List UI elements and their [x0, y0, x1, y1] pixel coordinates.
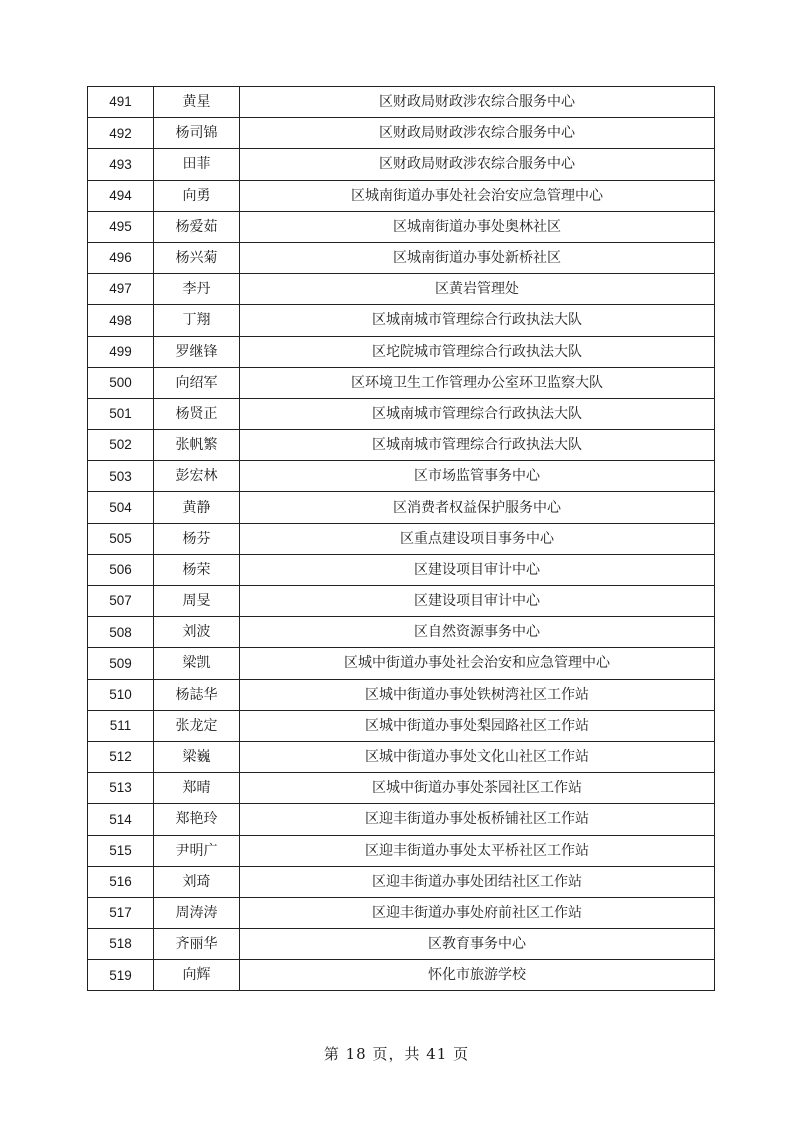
- name-cell: 向勇: [154, 180, 240, 211]
- unit-cell: 区坨院城市管理综合行政执法大队: [240, 336, 715, 367]
- name-cell: 齐丽华: [154, 929, 240, 960]
- unit-cell: 区黄岩管理处: [240, 274, 715, 305]
- unit-cell: 怀化市旅游学校: [240, 960, 715, 991]
- unit-cell: 区环境卫生工作管理办公室环卫监察大队: [240, 367, 715, 398]
- name-cell: 梁凯: [154, 648, 240, 679]
- name-cell: 杨爱茹: [154, 211, 240, 242]
- row-number-cell: 497: [88, 274, 154, 305]
- table-row: [88, 648, 715, 679]
- row-number-cell: 492: [88, 118, 154, 149]
- row-number-cell: 503: [88, 461, 154, 492]
- unit-cell: 区城中街道办事处茶园社区工作站: [240, 773, 715, 804]
- unit-cell: 区城南街道办事处社会治安应急管理中心: [240, 180, 715, 211]
- name-cell: 田菲: [154, 149, 240, 180]
- table-body: [88, 87, 715, 991]
- unit-cell: 区重点建设项目事务中心: [240, 523, 715, 554]
- unit-cell: 区城南城市管理综合行政执法大队: [240, 398, 715, 429]
- table-row: [88, 523, 715, 554]
- row-number-cell: 501: [88, 398, 154, 429]
- row-number-cell: 510: [88, 679, 154, 710]
- name-cell: 杨荣: [154, 554, 240, 585]
- name-cell: 罗继锋: [154, 336, 240, 367]
- name-cell: 丁翔: [154, 305, 240, 336]
- unit-cell: 区城中街道办事处社会治安和应急管理中心: [240, 648, 715, 679]
- row-number-cell: 515: [88, 835, 154, 866]
- unit-cell: 区迎丰街道办事处团结社区工作站: [240, 866, 715, 897]
- row-number-cell: 509: [88, 648, 154, 679]
- name-cell: 张帆繁: [154, 430, 240, 461]
- table-row: [88, 617, 715, 648]
- table-row: [88, 866, 715, 897]
- row-number-cell: 494: [88, 180, 154, 211]
- table-row: [88, 211, 715, 242]
- table-row: [88, 710, 715, 741]
- table-row: [88, 773, 715, 804]
- name-cell: 向绍军: [154, 367, 240, 398]
- table-row: [88, 492, 715, 523]
- unit-cell: 区城南城市管理综合行政执法大队: [240, 430, 715, 461]
- name-cell: 郑晴: [154, 773, 240, 804]
- row-number-cell: 505: [88, 523, 154, 554]
- row-number-cell: 512: [88, 741, 154, 772]
- name-cell: 杨贤正: [154, 398, 240, 429]
- unit-cell: 区城中街道办事处铁树湾社区工作站: [240, 679, 715, 710]
- row-number-cell: 519: [88, 960, 154, 991]
- name-cell: 刘琦: [154, 866, 240, 897]
- name-cell: 杨芬: [154, 523, 240, 554]
- row-number-cell: 516: [88, 866, 154, 897]
- unit-cell: 区城南街道办事处奥林社区: [240, 211, 715, 242]
- table-row: [88, 305, 715, 336]
- table-row: [88, 679, 715, 710]
- unit-cell: 区迎丰街道办事处板桥铺社区工作站: [240, 804, 715, 835]
- table-row: [88, 274, 715, 305]
- name-cell: 郑艳玲: [154, 804, 240, 835]
- unit-cell: 区城中街道办事处文化山社区工作站: [240, 741, 715, 772]
- table-row: [88, 367, 715, 398]
- name-cell: 李丹: [154, 274, 240, 305]
- unit-cell: 区市场监管事务中心: [240, 461, 715, 492]
- table-row: [88, 461, 715, 492]
- row-number-cell: 513: [88, 773, 154, 804]
- table-row: [88, 242, 715, 273]
- personnel-table: [87, 86, 715, 991]
- table-row: [88, 180, 715, 211]
- unit-cell: 区财政局财政涉农综合服务中心: [240, 87, 715, 118]
- table-row: [88, 118, 715, 149]
- name-cell: 杨兴菊: [154, 242, 240, 273]
- unit-cell: 区财政局财政涉农综合服务中心: [240, 149, 715, 180]
- unit-cell: 区建设项目审计中心: [240, 554, 715, 585]
- row-number-cell: 502: [88, 430, 154, 461]
- unit-cell: 区自然资源事务中心: [240, 617, 715, 648]
- name-cell: 黄星: [154, 87, 240, 118]
- table-row: [88, 336, 715, 367]
- name-cell: 杨誌华: [154, 679, 240, 710]
- row-number-cell: 514: [88, 804, 154, 835]
- name-cell: 黄静: [154, 492, 240, 523]
- table-row: [88, 554, 715, 585]
- unit-cell: 区迎丰街道办事处府前社区工作站: [240, 897, 715, 928]
- unit-cell: 区城中街道办事处梨园路社区工作站: [240, 710, 715, 741]
- name-cell: 彭宏林: [154, 461, 240, 492]
- row-number-cell: 511: [88, 710, 154, 741]
- name-cell: 周旻: [154, 586, 240, 617]
- table-row: [88, 897, 715, 928]
- unit-cell: 区城南城市管理综合行政执法大队: [240, 305, 715, 336]
- name-cell: 梁巍: [154, 741, 240, 772]
- table-row: [88, 430, 715, 461]
- name-cell: 杨司锦: [154, 118, 240, 149]
- row-number-cell: 508: [88, 617, 154, 648]
- page-footer: 第 18 页，共 41 页: [323, 1045, 470, 1063]
- row-number-cell: 499: [88, 336, 154, 367]
- unit-cell: 区财政局财政涉农综合服务中心: [240, 118, 715, 149]
- unit-cell: 区迎丰街道办事处太平桥社区工作站: [240, 835, 715, 866]
- row-number-cell: 507: [88, 586, 154, 617]
- row-number-cell: 518: [88, 929, 154, 960]
- table-row: [88, 929, 715, 960]
- row-number-cell: 495: [88, 211, 154, 242]
- table-row: [88, 835, 715, 866]
- name-cell: 张龙定: [154, 710, 240, 741]
- unit-cell: 区消费者权益保护服务中心: [240, 492, 715, 523]
- row-number-cell: 504: [88, 492, 154, 523]
- row-number-cell: 506: [88, 554, 154, 585]
- table-row: [88, 149, 715, 180]
- name-cell: 刘波: [154, 617, 240, 648]
- unit-cell: 区教育事务中心: [240, 929, 715, 960]
- row-number-cell: 498: [88, 305, 154, 336]
- row-number-cell: 500: [88, 367, 154, 398]
- table-row: [88, 586, 715, 617]
- table-row: [88, 960, 715, 991]
- name-cell: 向辉: [154, 960, 240, 991]
- row-number-cell: 493: [88, 149, 154, 180]
- row-number-cell: 496: [88, 242, 154, 273]
- name-cell: 尹明广: [154, 835, 240, 866]
- table-row: [88, 87, 715, 118]
- table-row: [88, 804, 715, 835]
- unit-cell: 区城南街道办事处新桥社区: [240, 242, 715, 273]
- row-number-cell: 491: [88, 87, 154, 118]
- name-cell: 周涛涛: [154, 897, 240, 928]
- table-row: [88, 741, 715, 772]
- table-row: [88, 398, 715, 429]
- row-number-cell: 517: [88, 897, 154, 928]
- unit-cell: 区建设项目审计中心: [240, 586, 715, 617]
